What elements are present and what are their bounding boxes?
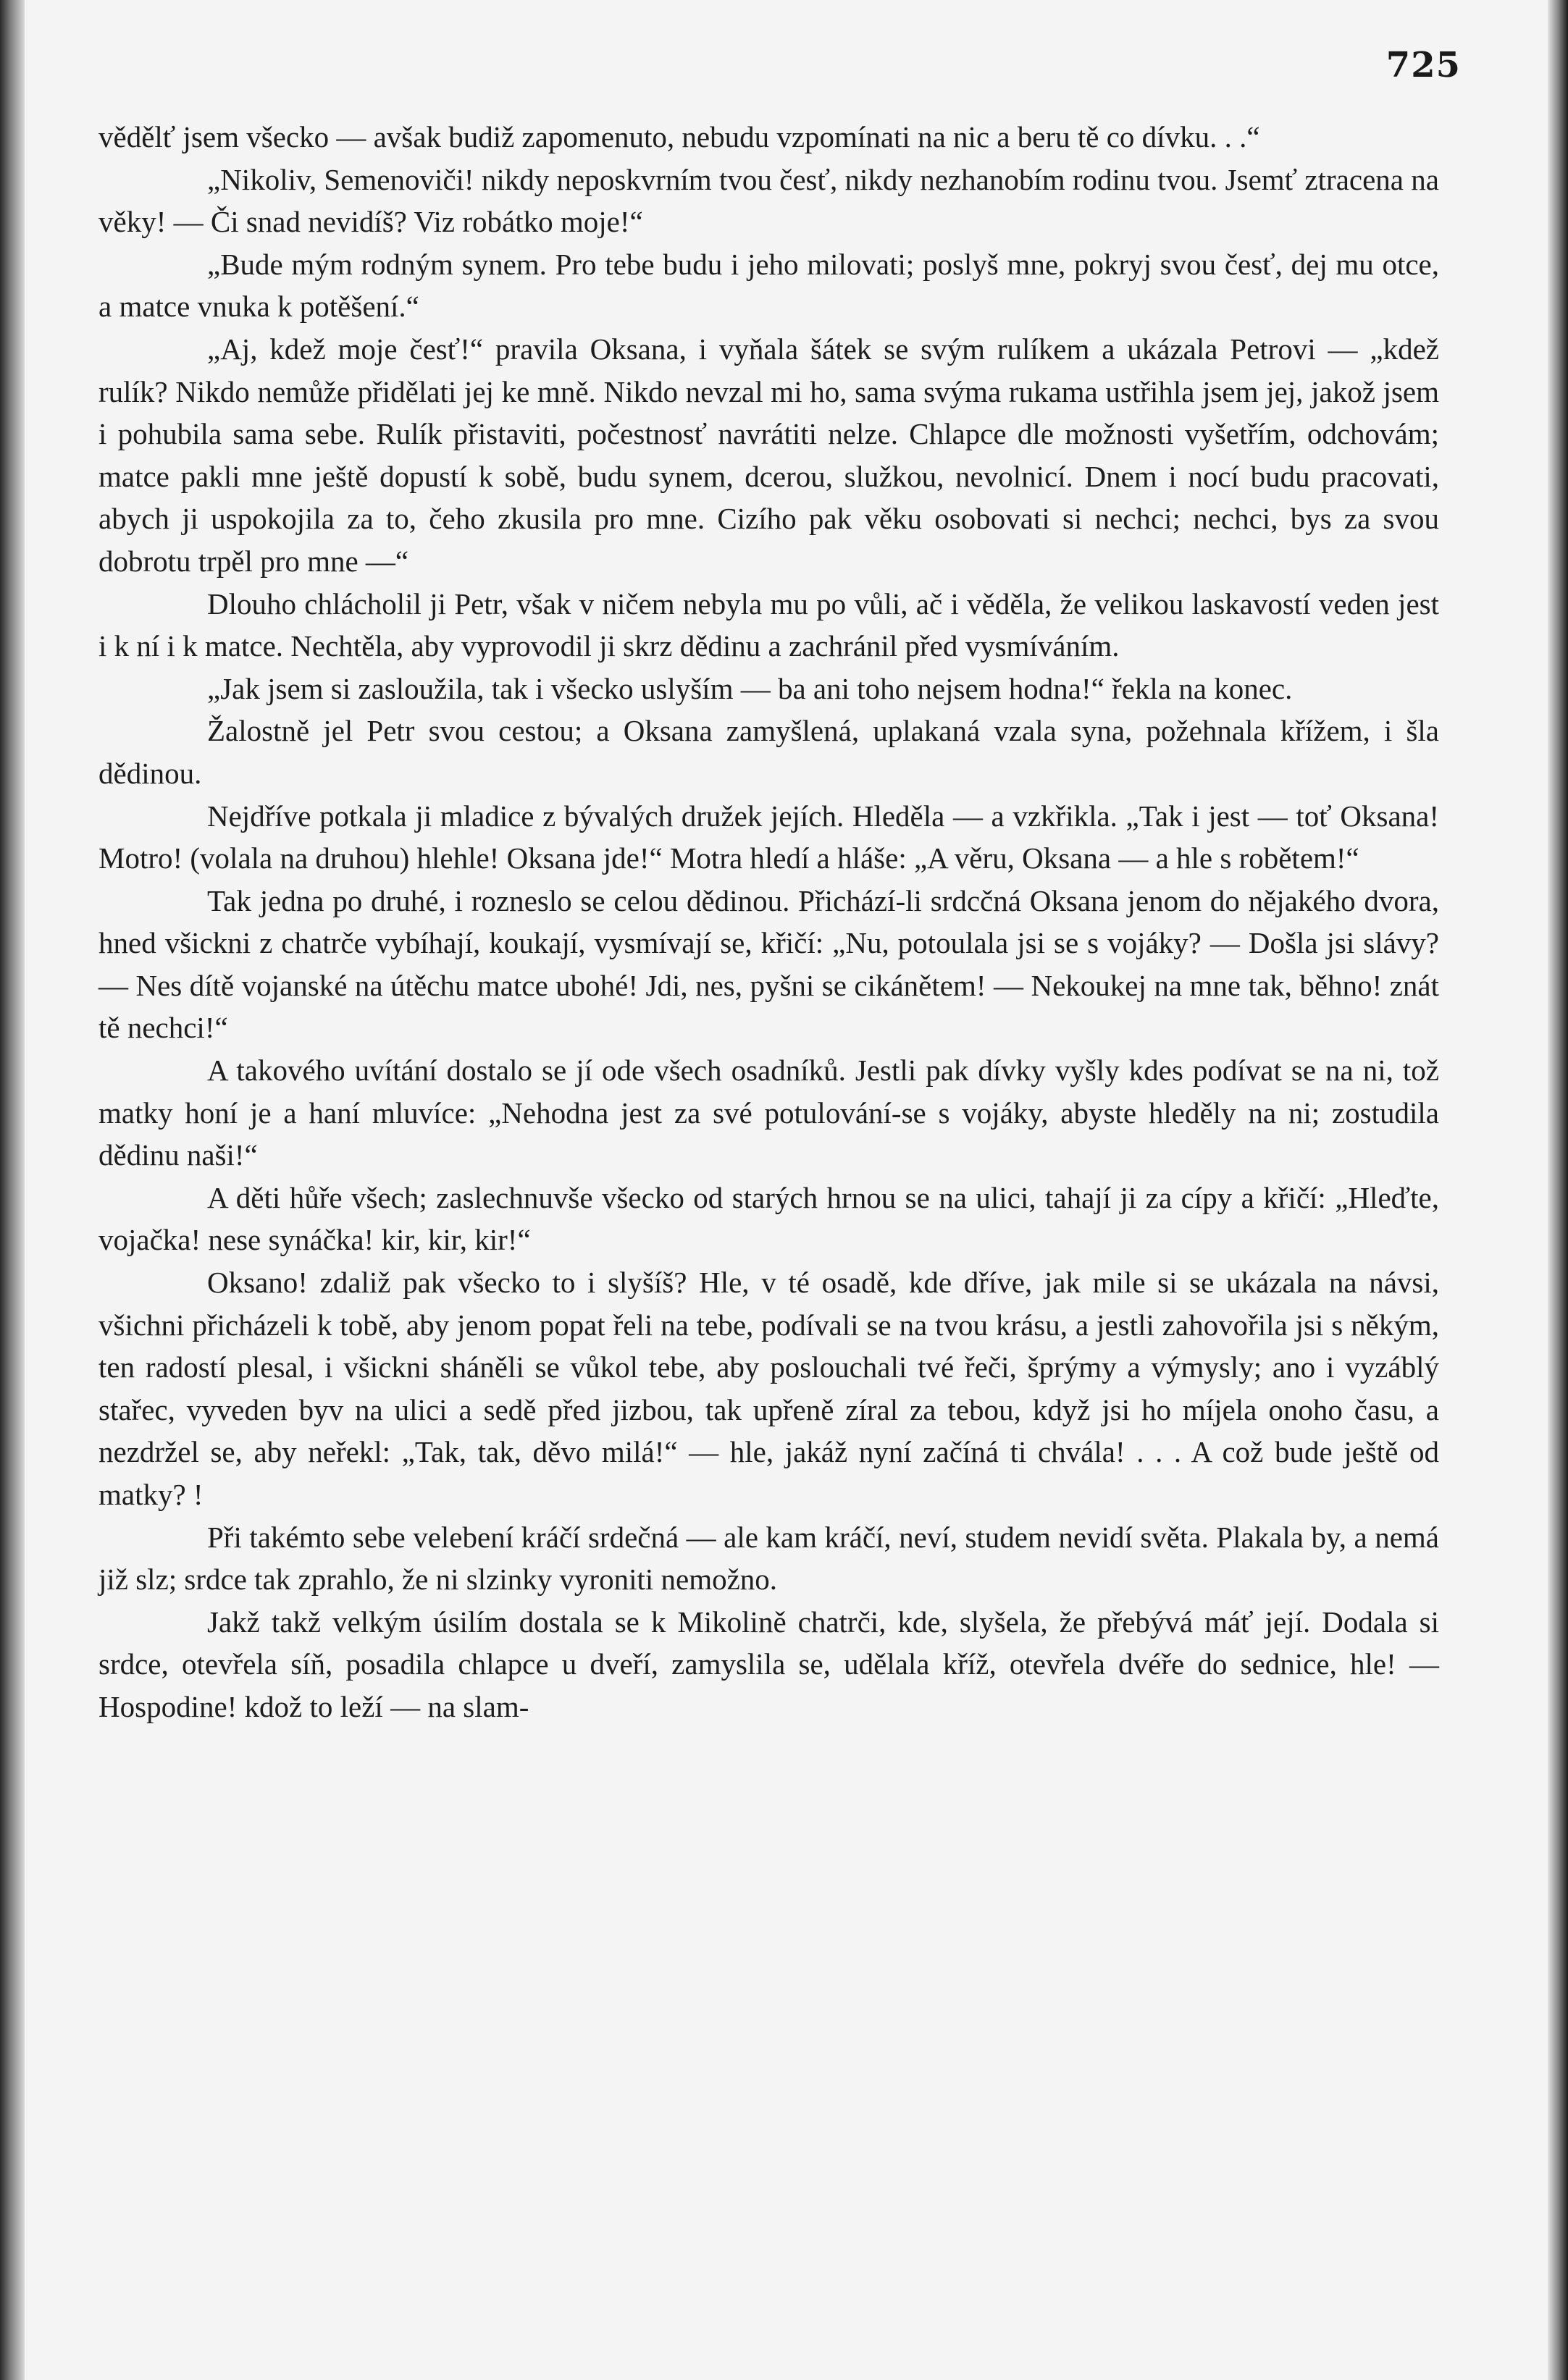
paragraph: Tak jedna po druhé, i rozneslo se celou dědinou. Přichází-li srdcčná Oksana jenom do nějakého dvora, hned všickni z chatrče vybíhají, koukají, vysmívají se, křičí: „Nu, potoulala jsi se s vojáky? — Došla jsi slávy? — Nes dítě vojanské na útěchu matce ubohé! Jdi, nes, pyšni se cikánětem! — Nekoukej na mne tak, běhno! znát tě nechci!“ bbox=[98, 883, 1439, 1045]
paragraph: Oksano! zdaliž pak všecko to i slyšíš? Hle, v té osadě, kde dříve, jak mile si se ukázala na návsi, všichni přicházeli k tobě, aby jenom popat řeli na tebe, podívali se na tvou krásu, a jestli zahovořila jsi s někým, ten radostí plesal, i všickni sháněli se vůkol tebe, aby poslouchali tvé řeči, šprýmy a výmysly; ano i vyzáblý stařec, vyveden byv na ulici a sedě před jizbou, tak upřeně zíral za tebou, když jsi ho míjela onoho času, a nezdržel se, aby neřekl: „Tak, tak, děvo milá!“ — hle, jakáž nyní začíná ti chvála! . . . A což bude ještě od matky? ! bbox=[98, 1266, 1439, 1511]
book-page bbox=[25, 0, 1548, 2380]
paragraph: A děti hůře všech; zaslechnuvše všecko od starých hrnou se na ulici, tahají ji za cípy a křičí: „Hleďte, vojačka! nese synáčka! kir, kir, kir!“ bbox=[98, 1180, 1439, 1257]
paragraph: Při takémto sebe velebení kráčí srdečná — ale kam kráčí, neví, studem nevidí světa. Plakala by, a nemá již slz; srdce tak zprahlo, že ni slzinky vyroniti nemožno. bbox=[98, 1520, 1439, 1597]
paragraph: „Nikoliv, Semenoviči! nikdy neposkvrním tvou česť, nikdy nezhanobím rodinu tvou. Jsemť ztracena na věky! — Či snad nevidíš? Viz robátko moje!“ bbox=[98, 162, 1439, 239]
page-number: 725 bbox=[1385, 45, 1461, 85]
edge-shadow-right bbox=[1548, 0, 1568, 2380]
paragraph: Jakž takž velkým úsilím dostala se k Mikolině chatrči, kde, slyšela, že přebývá máť její. Dodala si srdce, otevřela síň, posadila chlapce u dveří, zamyslila se, udělala kříž, otevřela dvéře do sednice, hle! — Hospodine! kdož to leží — na slam- bbox=[98, 1605, 1439, 1723]
paragraph: vědělť jsem všecko — avšak budiž zapomenuto, nebudu vzpomínati na nic a beru tě co dívku. . .“ bbox=[98, 120, 1260, 154]
paragraph: Žalostně jel Petr svou cestou; a Oksana zamyšlená, uplakaná vzala syna, požehnala křížem, i šla dědinou. bbox=[98, 714, 1439, 790]
binding-shadow-left bbox=[0, 0, 25, 2380]
paragraph: „Jak jsem si zasloužila, tak i všecko uslyším — ba ani toho nejsem hodna!“ řekla na konec. bbox=[207, 671, 1293, 705]
paragraph: „Bude mým rodným synem. Pro tebe budu i jeho milovati; poslyš mne, pokryj svou česť, dej mu otce, a matce vnuka k potěšení.“ bbox=[98, 247, 1439, 324]
paragraph: A takového uvítání dostalo se jí ode všech osadníků. Jestli pak dívky vyšly kdes podívat se na ni, tož matky honí je a haní mluvíce: „Nehodna jest za své potulování-se s vojáky, abyste hleděly na ni; zostudila dědinu naši!“ bbox=[98, 1054, 1439, 1172]
paragraph: „Aj, kdež moje česť!“ pravila Oksana, i vyňala šátek se svým rulíkem a ukázala Petrovi — „kdež rulík? Nikdo nemůže přidělati jej ke mně. Nikdo nevzal mi ho, sama svýma rukama ustřihla jsem jej, jakož jsem i pohubila sama sebe. Rulík přistaviti, počestnosť navrátiti nelze. Chlapce dle možnosti vyšetřím, odchovám; matce pakli mne ještě dopustí k sobě, budu synem, dcerou, služkou, nevolnicí. Dnem i nocí budu pracovati, abych ji uspokojila za to, čeho zkusila pro mne. Cizího pak věku osobovati si nechci; nechci, bys za svou dobrotu trpěl pro mne —“ bbox=[98, 332, 1439, 578]
paragraph: Nejdříve potkala ji mladice z bývalých družek jejích. Hleděla — a vzkřikla. „Tak i jest — toť Oksana! Motro! (volala na druhou) hlehle! Oksana jde!“ Motra hledí a hláše: „A věru, Oksana — a hle s robětem!“ bbox=[98, 799, 1439, 875]
body-text bbox=[98, 116, 1439, 1728]
paragraph: Dlouho chlácholil ji Petr, však v ničem nebyla mu po vůli, ač i věděla, že velikou laskavostí veden jest i k ní i k matce. Nechtěla, aby vyprovodil ji skrz dědinu a zachránil před vysmíváním. bbox=[98, 586, 1439, 663]
